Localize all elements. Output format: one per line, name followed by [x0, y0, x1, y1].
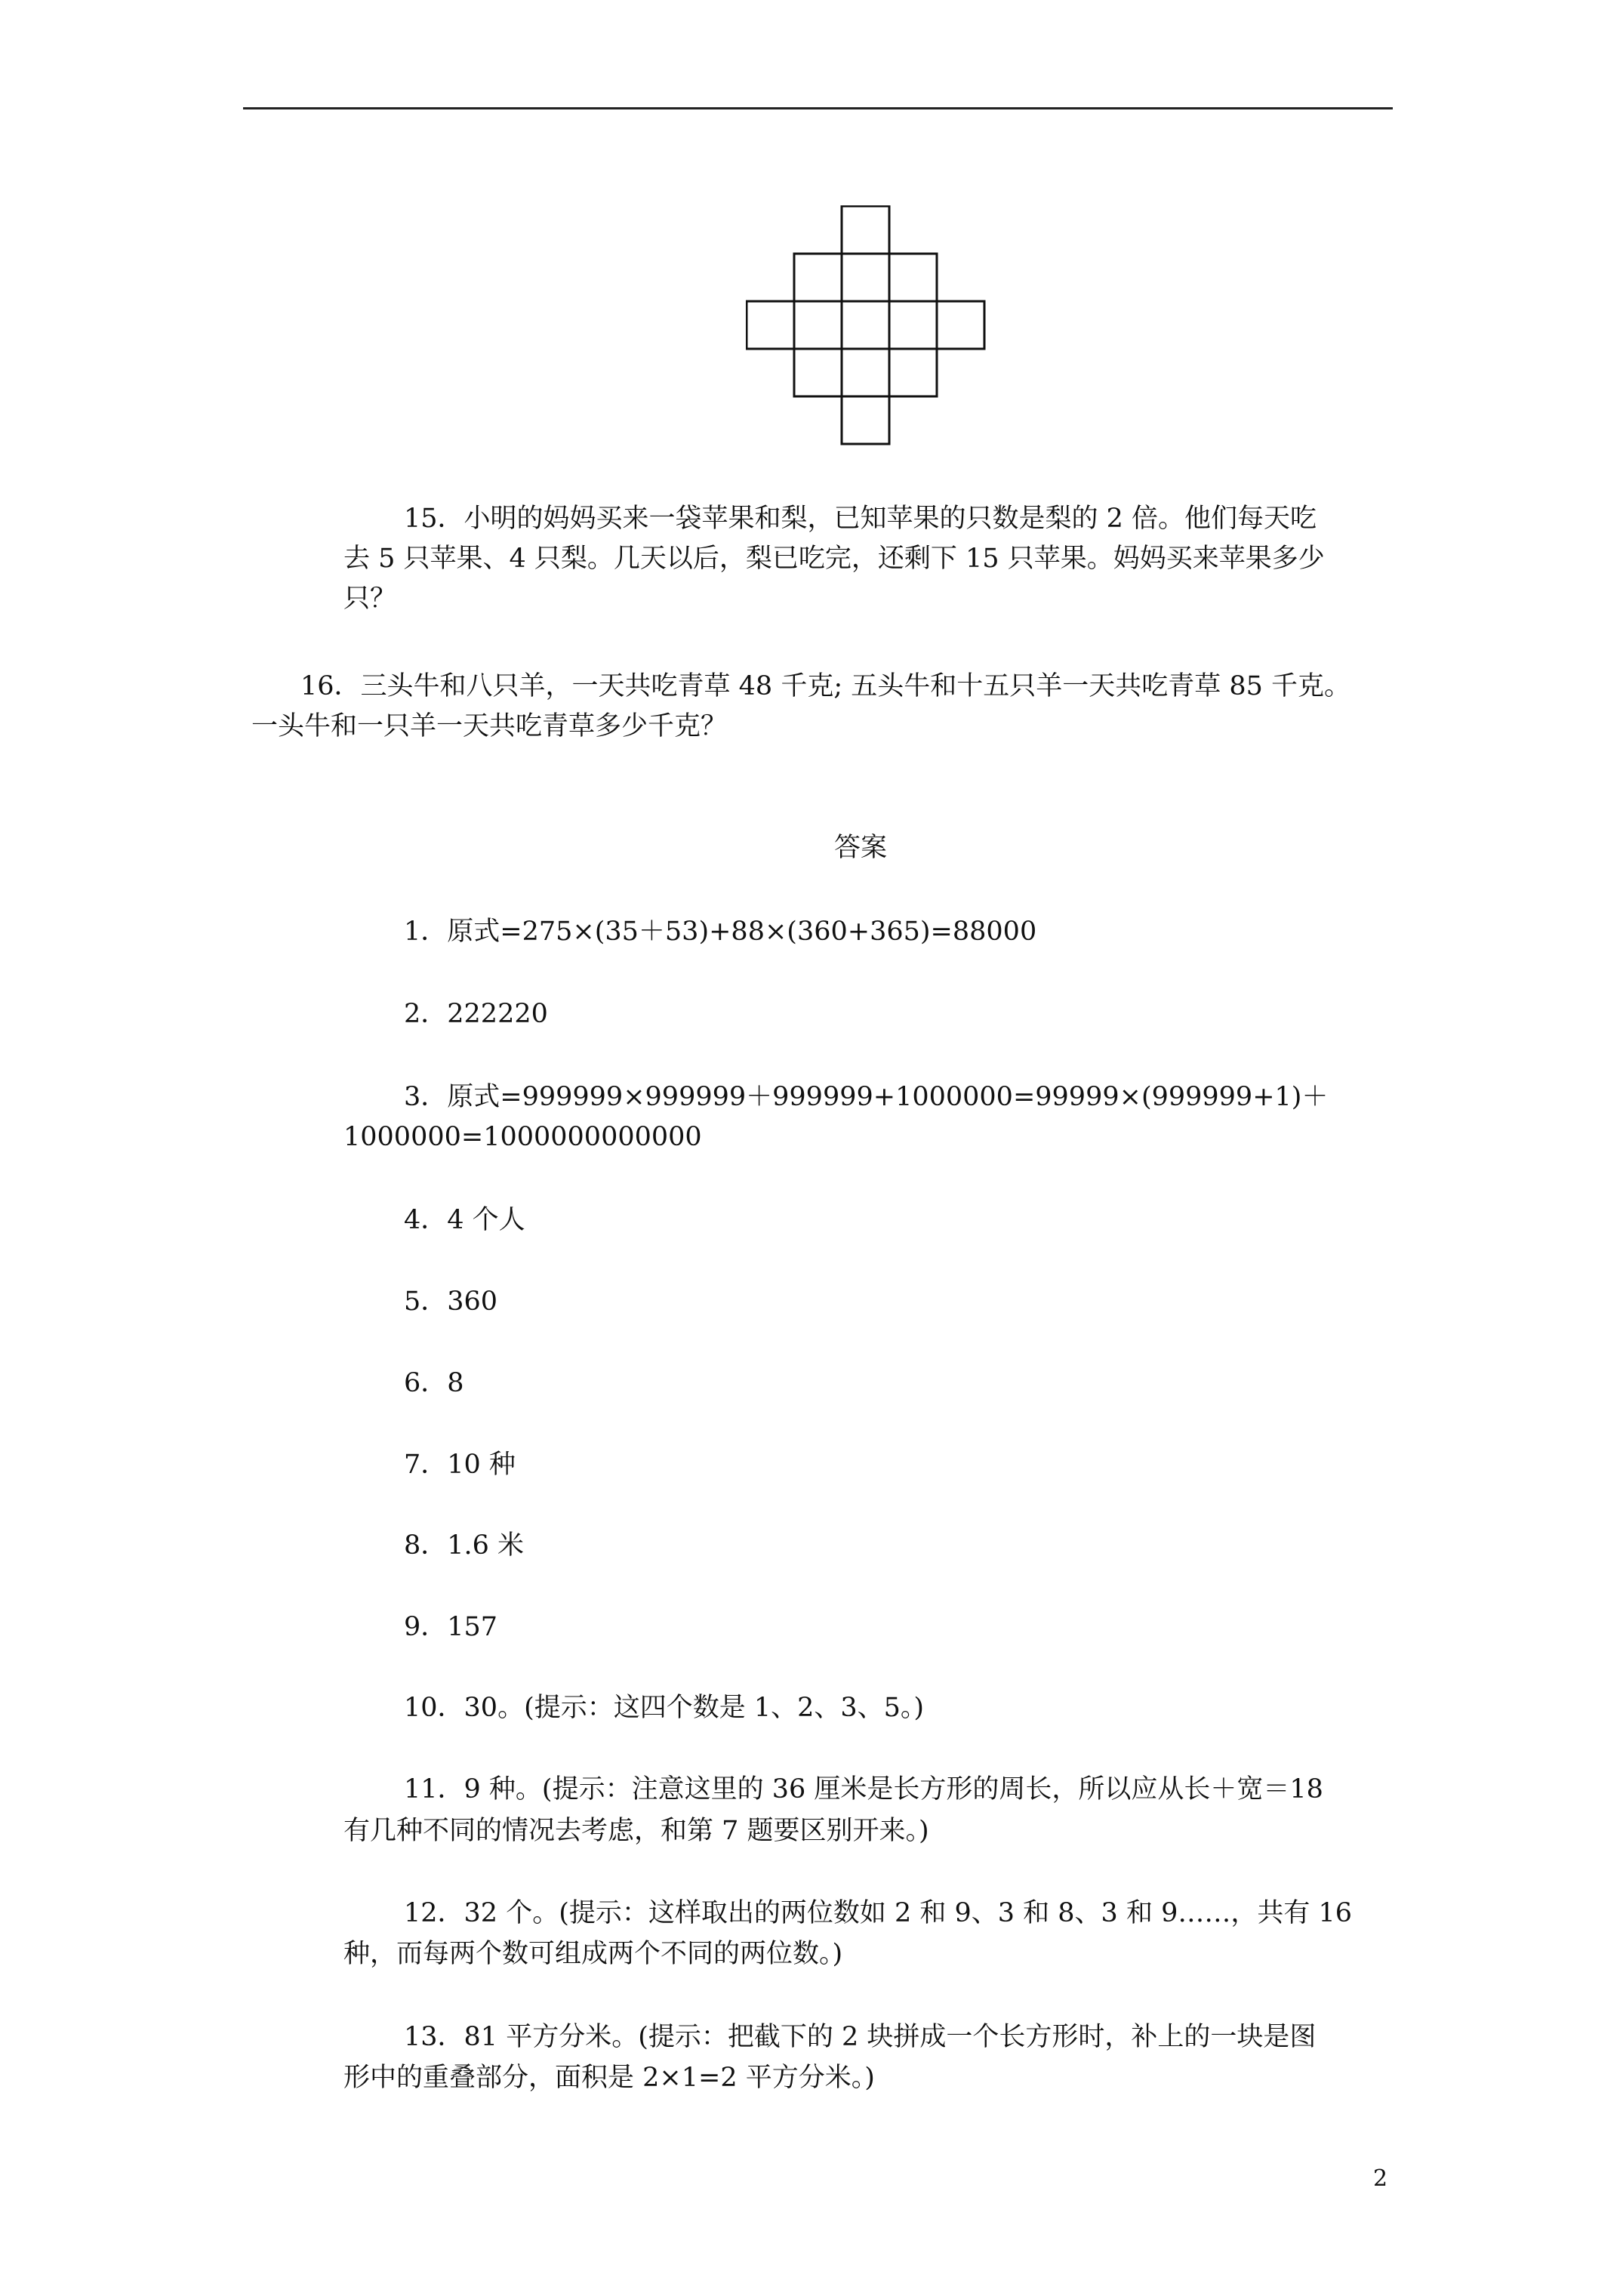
- answer-10: 10．30。(提示：这四个数是 1、2、3、5。): [404, 1693, 925, 1723]
- grid-cell: [794, 349, 842, 396]
- grid-cell: [842, 206, 889, 254]
- header-rule: [243, 107, 1393, 109]
- answer-3-line-1: 3．原式=999999×999999＋999999+1000000=99999×(999999+1)＋: [404, 1082, 1329, 1112]
- answer-3-line-2: 1000000=1000000000000: [343, 1122, 702, 1152]
- answer-4: 4．4 个人: [404, 1205, 525, 1235]
- answer-13-line-2: 形中的重叠部分，面积是 2×1=2 平方分米。): [343, 2063, 875, 2093]
- answer-11-line-2: 有几种不同的情况去考虑，和第 7 题要区别开来。): [343, 1816, 929, 1846]
- grid-cell: [842, 396, 889, 444]
- answer-9: 9．157: [404, 1612, 498, 1642]
- diamond-grid-figure: [746, 205, 986, 445]
- grid-cell: [842, 254, 889, 301]
- page-number: 2: [1373, 2165, 1388, 2192]
- grid-cell: [889, 254, 937, 301]
- answer-6: 6．8: [404, 1368, 464, 1398]
- answer-5: 5．360: [404, 1287, 498, 1317]
- answer-12-line-1: 12．32 个。(提示：这样取出的两位数如 2 和 9、3 和 8、3 和 9……，共有 16: [404, 1898, 1353, 1928]
- answer-13-line-1: 13．81 平方分米。(提示：把截下的 2 块拼成一个长方形时，补上的一块是图: [404, 2022, 1317, 2052]
- problem-15-line-1: 15．小明的妈妈买来一袋苹果和梨，已知苹果的只数是梨的 2 倍。他们每天吃: [404, 504, 1317, 534]
- grid-cell: [889, 301, 937, 349]
- problem-16-line-1: 16．三头牛和八只羊，一天共吃青草 48 千克; 五头牛和十五只羊一天共吃青草 85 千克。: [300, 671, 1351, 701]
- grid-cell: [842, 349, 889, 396]
- problem-16-line-2: 一头牛和一只羊一天共吃青草多少千克？: [251, 711, 728, 741]
- answer-11-line-1: 11．9 种。(提示：注意这里的 36 厘米是长方形的周长，所以应从长＋宽＝18: [404, 1774, 1323, 1804]
- problem-15-line-3: 只？: [343, 584, 397, 614]
- answer-1: 1．原式=275×(35＋53)+88×(360+365)=88000: [404, 917, 1037, 947]
- answer-8: 8．1.6 米: [404, 1530, 525, 1561]
- grid-cell: [842, 301, 889, 349]
- grid-cell: [747, 301, 794, 349]
- answers-heading: 答案: [834, 833, 888, 863]
- grid-cell: [794, 301, 842, 349]
- grid-cell: [889, 349, 937, 396]
- answer-7: 7．10 种: [404, 1450, 516, 1480]
- grid-cell: [794, 254, 842, 301]
- grid-cell: [937, 301, 984, 349]
- answer-2: 2．222220: [404, 999, 548, 1029]
- problem-15-line-2: 去 5 只苹果、4 只梨。几天以后，梨已吃完，还剩下 15 只苹果。妈妈买来苹果多少: [343, 544, 1325, 574]
- answer-12-line-2: 种，而每两个数可组成两个不同的两位数。): [343, 1939, 843, 1969]
